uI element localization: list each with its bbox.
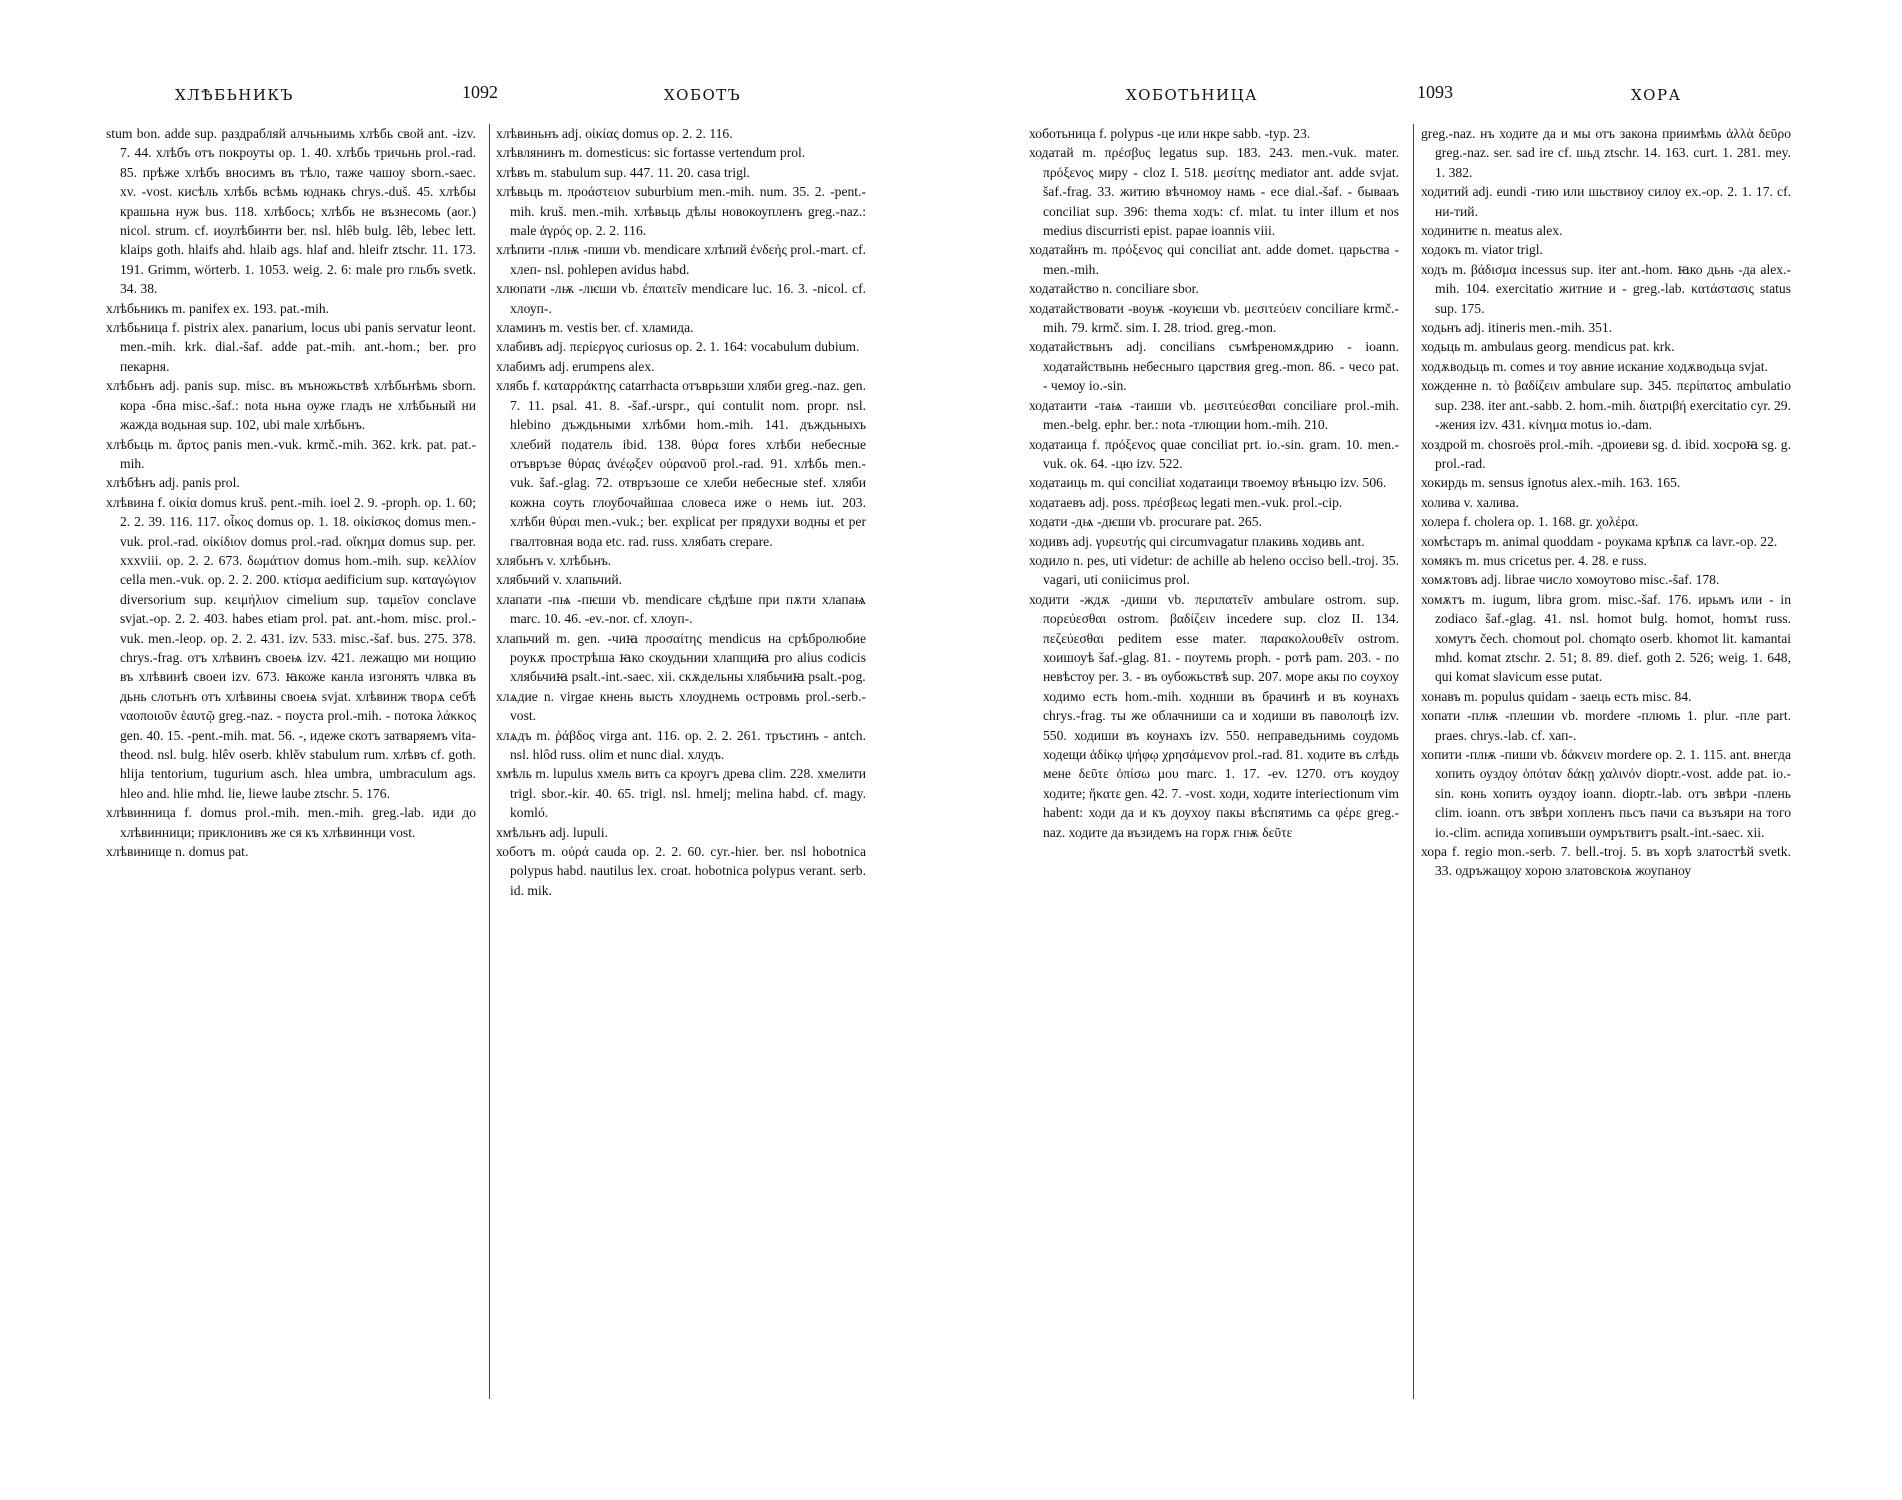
text-column-1	[1029, 124, 1399, 842]
page-header	[0, 82, 951, 116]
dictionary-entry: ходатаити -таѩ -таиши vb. μεσιτεύεσθαι conciliare prol.-mih. men.-belg. ephr. ber.: nota -тлющии hom.-mih. 210.	[1029, 397, 1399, 433]
dictionary-entry: хонавъ m. populus quidam - заець есть misc. 84.	[1421, 688, 1692, 704]
dictionary-entry: хлѣбѣнъ adj. panis prol.	[106, 475, 240, 491]
dictionary-entry: хлѣпити -плѭ -пиши vb. mendicare хлѣпий ἐνδεής prol.-mart. cf. хлеп- nsl. pohlepen avidus habd.	[496, 242, 866, 277]
page-number: 1092	[462, 82, 498, 102]
dictionary-entry: хлюпати -лѭ -лѥши vb. ἐπαιτεῖν mendicare luc. 16. 3. -nicol. cf. хлоуп-.	[496, 281, 866, 316]
dictionary-entry: хлѣбьнъ adj. panis sup. misc. въ мъножьствѣ хлѣбьнѣмь sborn. кора -бна misc.-šaf.: nota ньна оуже гладъ не хлѣбьный ни жажда водьная sup. 102, ubi male хлѣбьнъ.	[106, 378, 476, 433]
dictionary-entry: ходити -ждѫ -диши vb. περιπατεῖν ambulare ostrom. sup. πορεύεσθαι ostrom. βαδίζειν incedere sup. cloz II. 134. πεζεύεσθαι peditem esse mater. παρακολουθεῖν ostrom. хоишоуѣ šaf.-glag. 81. - поутемь proph. - ротѣ pam. 203. - по невѣстоу per. 3. - въ оубожьствѣ sup. 207. море акы по соухоу ходимо есть hom.-mih. ходнши въ брачинѣ и въ коунахъ chrys.-frag. ты же облачниши са и ходиши въ паволоцѣ izv. 550. ходиши въ коунахъ izv. 550. неправедьнимь соудомь ходещи ἀδίκῳ ψήφῳ χρησάμενον prol.-rad. 81. ходите въ слѣдь мене δεῦτε ὀπίσω μου marc. 1. 17. -ev. 1270. отъ коудоу ходите; ἥκατε gen. 42. 7. -vost. ходи, ходите interiectionum vim habent: ходи да и къ доухоу пакы вѣспятимь са φέρε greg.-naz. ходите да възидемъ на горѫ гнѭ δεῦτε	[1029, 591, 1399, 840]
dictionary-entry: хомякъ m. mus cricetus per. 4. 28. e russ.	[1421, 552, 1647, 568]
dictionary-entry: хлапьчий m. gen. -чиꙗ προσαίτης mendicus на срѣбролюбие роукѫ прострѣша ꙗко скоудьнии хлапщиꙗ pro alius codicis хлябьчиꙗ psalt.-int.-saec. xii. скѫдельны хлябьчиꙗ psalt.-pog.	[496, 630, 866, 685]
dictionary-entry: хлѣбьць m. ἄρτος panis men.-vuk. krmč.-mih. 362. krk. pat. pat.-mih.	[106, 436, 476, 471]
page-number: 1093	[1417, 82, 1453, 102]
dictionary-entry: хлѣвинище n. domus pat.	[106, 844, 249, 860]
dictionary-entry: ходило n. pes, uti videtur: de achille ab heleno occiso bell.-troj. 35. vagari, uti coniicimus prol.	[1029, 552, 1399, 588]
dictionary-entry: хлябьнъ v. хлѣбьнъ.	[496, 552, 612, 568]
dictionary-entry: ходатаиць m. qui conciliat ходатаици твоемоу вѣньцю izv. 506.	[1029, 475, 1387, 491]
dictionary-entry: хопити -плѭ -пиши vb. δάκνειν mordere op. 2. 1. 115. ant. внегда хопить оуздоу ὁπόταν δάκῃ χαλινόν dioptr.-vost. adde pat. io.-sin. конь хопить оуздоу ioann. dioptr.-lab. отъ звѣри -плень clim. ioann. отъ звѣри хопленъ пьсъ пачи са възъяри на того io.-clim. аспида хопивъши оумрътвитъ psalt.-int.-saec. xii.	[1421, 747, 1791, 840]
dictionary-entry: ходитий adj. eundi -тию или шьствиоу силоу ex.-op. 2. 1. 17. cf. ни-тий.	[1421, 184, 1791, 219]
dictionary-entry: stum bon. adde sup. раздрабляй алчьныимь хлѣбь свой ant. -izv. 7. 44. хлѣбъ отъ покроуты op. 1. 40. хлѣбь тричьнь prol.-rad. 85. прѣже хлѣбъ вносимъ въ тѣло, таже чашоу sborn.-saec. xv. -vost. кисѣль хлѣбь всѣмь юднакь chrys.-duš. 45. хлѣбы крашьна нуж bus. 118. хлѣбось; хлѣбь не възнесомь (aor.) nicol. strum. cf. иоулѣбинти ber. nsl. hlêb bulg. lêb, lebec lett. klaips goth. hlaifs ahd. hlaib ags. hlaf and. hleifr ztschr. 11. 173. 191. Grimm, wörterb. 1. 1053. weig. 2. 6: male pro гльбъ svetk. 34. 38.	[106, 126, 476, 297]
dictionary-entry: хлабимъ adj. erumpens alex.	[496, 358, 655, 374]
dictionary-entry: хлабивъ adj. περίεργος curiosus op. 2. 1. 164: vocabulum dubium.	[496, 339, 860, 355]
dictionary-entry: ходатайствовати -воуѭ -коуѥши vb. μεσιτεύειν conciliare krmč.-mih. 79. krmč. sim. I. 28. triod. greg.-mon.	[1029, 300, 1399, 336]
dictionary-entry: ходинитѥ n. meatus alex.	[1421, 223, 1563, 239]
text-column-1	[106, 124, 476, 861]
dictionary-entry: ходѫводьць m. comes и тоу авние искание ходѫводьца svjat.	[1421, 358, 1768, 374]
dictionary-entry: хлѣвьць m. προάστειον suburbium men.-mih. num. 35. 2. -pent.-mih. kruš. men.-mih. хлѣвьць дѣлы новокоупленъ greg.-naz.: male ἀγρός op. 2. 2. 116.	[496, 184, 866, 239]
dictionary-entry: greg.-naz. нъ ходите да и мы отъ закона приимѣмь ἀλλὰ δεῦρο greg.-naz. ser. sad ire cf. шьд ztschr. 14. 163. curt. 1. 281. mey. 1. 382.	[1421, 126, 1791, 180]
dictionary-entry: ходатайство n. conciliare sbor.	[1029, 281, 1199, 297]
dictionary-entry: ходатаевъ adj. poss. πρέσβεως legati men.-vuk. prol.-cip.	[1029, 494, 1343, 510]
dictionary-entry: ходатай m. πρέσβυς legatus sup. 183. 243. men.-vuk. mater. πρόξενος миру - cloz I. 518. μεσίτης mediator ant. adde svjat. šaf.-frag. 33. житию вѣчномоу намь - есе dial.-šaf. - бывааъ conciliat sup. 396: thema ходъ: cf. mlat. tu inter illum et nos medius discurristi epist. papae ioannis viii.	[1029, 145, 1399, 239]
dictionary-entry: хлѣбьница f. pistrix alex. panarium, locus ubi panis servatur leont. men.-mih. krk. dial.-šaf. adde pat.-mih. ant.-hom.; ber. pro пекарня.	[106, 320, 476, 374]
dictionary-entry: хлѣвъ m. stabulum sup. 447. 11. 20. casa trigl.	[496, 164, 751, 180]
dictionary-entry: хлапати -пѩ -пѥши vb. mendicare сѣдѣше при пѫти хлапаѩ marc. 10. 46. -ev.-nor. cf. хлоуп-.	[496, 591, 866, 627]
dictionary-entry: хлѣбьникъ m. panifex ex. 193. pat.-mih.	[106, 300, 330, 316]
dictionary-entry: ходати -дѩ -дѥши vb. procurare pat. 265.	[1029, 514, 1262, 530]
dictionary-entry: хомѫтовъ adj. librae число хомоутово misc.-šaf. 178.	[1421, 572, 1720, 588]
dictionary-entry: хопати -плѭ -плешии vb. mordere -плюмь 1. plur. -пле part. praes. chrys.-lab. cf. хап-.	[1421, 708, 1791, 743]
dictionary-entry: ходатайнъ m. πρόξενος qui conciliat ant. adde domet. царьства - men.-mih.	[1029, 242, 1399, 277]
dictionary-entry: хоботьница f. polypus -це или нкре sabb. -typ. 23.	[1029, 126, 1311, 141]
dictionary-entry: хлѣвина f. οἰκία domus kruš. pent.-mih. ioel 2. 9. -proph. op. 1. 60; 2. 2. 39. 116. 117. οἶκος domus op. 1. 18. οἰκίσκος domus men.-vuk. prol.-rad. οἰκίδιον domus prol.-rad. οἴκημα domus sup. per. xxxviii. op. 2. 2. 673. δωμάτιον domus hom.-mih. sup. κελλίον cella men.-vuk. op. 2. 2. 200. κτίσμα aedificium sup. καταγώγιον diversorium sup. κειμήλιον cimelium sup. ταμεῖον conclave svjat.-op. 2. 2. 403. habes etiam prol. pat. ant.-hom. misc. prol.-vuk. men.-leop. op. 2. 2. 431. izv. 533. misc.-šaf. bus. 275. 378. chrys.-frag. отъ хлѣвинъ своеѩ izv. 421. лежащю ми нощию въ хлѣвинѣ своеи izv. 673. ꙗкоже канла изгонять члвка въ дьнь слотьнъ отъ хлѣвины своеѩ svjat. хлѣвинж творѧ себѣ ναοποιοῦν ἑαυτῷ greg.-naz. - поуста prol.-mih. - потока λάκκος gen. 40. 15. -pent.-mih. mat. 56. -, идеже скотъ затваряемъ vita-theod. nsl. bulg. hlêv oserb. khlěv stabulum rum. хлѣвъ cf. goth. hlija tentorium, tugurium asch. hlea umbra, umbraculum ags. hleo and. hlie mhd. lie, liewe laube ztschr. 5. 176.	[106, 494, 476, 801]
right-running-head: ХОРА	[1631, 86, 1682, 104]
right-page	[951, 0, 1902, 1500]
column-divider	[489, 124, 490, 1399]
dictionary-entry: ходьнъ adj. itineris men.-mih. 351.	[1421, 320, 1613, 336]
dictionary-entry: хоботъ m. οὐρά cauda op. 2. 2. 60. cyr.-hier. ber. nsl hobotnica polypus habd. nautilus lex. croat. hobotnica polypus verant. serb. id. mik.	[496, 844, 866, 898]
dictionary-entry: хлябь f. καταρράκτης catarrhacta отъврьзши хляби greg.-naz. gen. 7. 11. psal. 41. 8. -šaf.-urspr., qui contulit nom. propr. nsl. hlebino дъждьными хлѣбми hom.-mih. 141. дъждьныхъ хлебий податель ibid. 138. θύρα fores хлѣби небесные отъвръзе θύρας ἀνέῳξεν οὐρανοῦ prol.-rad. 91. хлѣбь men.-vuk. šaf.-glag. 72. отвръзоше се хлеби небесные stef. хляби кожна соуть глоубочайшаа словеса иже о немь iut. 203. хлѣби θύραι men.-vuk.; ber. explicat per прядухи водны et per гвалтовная вода etc. rad. russ. хлябать crepare.	[496, 378, 866, 549]
page-header	[951, 82, 1902, 116]
dictionary-entry: хомѣстаръ m. animal quoddam - роукама крѣпѫ са lavr.-op. 22.	[1421, 533, 1778, 549]
dictionary-entry: хлѧдъ m. ῥάβδος virga ant. 116. op. 2. 2. 261. тръстинъ - antch. nsl. hlôd russ. olim et nunc dial. хлудъ.	[496, 727, 866, 762]
dictionary-entry: хмѣль m. lupulus хмель вить са кроугъ древа clim. 228. хмелити trigl. sbor.-kir. 40. 65. trigl. nsl. hmelj; melina habd. cf. magy. komló.	[496, 766, 866, 821]
dictionary-entry: ходъ m. βάδισμα incessus sup. iter ant.-hom. ꙗко дьнь -да alex.-mih. 104. exercitatio житние и - greg.-lab. κατάστασις status sup. 175.	[1421, 261, 1791, 316]
dictionary-entry: хлѣвиньнъ adj. οἰκίας domus op. 2. 2. 116.	[496, 126, 733, 141]
dictionary-entry: холива v. халива.	[1421, 494, 1519, 510]
text-column-2	[496, 124, 866, 900]
dictionary-entry: хлѧдие n. virgae кнень высть хлоуднемь островмь prol.-serb.-vost.	[496, 688, 866, 724]
dictionary-entry: ходатайствьнъ adj. concilians съмѣреномѫдрию - ioann. ходатайствынь небесныго царствия greg.-mon. 86. - чесо pat. - чемоу io.-sin.	[1029, 339, 1399, 394]
dictionary-entry: хожденне n. τὸ βαδίζειν ambulare sup. 345. περίπατος ambulatio sup. 238. iter ant.-sabb. 2. hom.-mih. διατριβή exercitatio cyr. 29. -жения izv. 431. κίνημα motus io.-dam.	[1421, 378, 1791, 433]
left-running-head: ХОБОТЬНИЦА	[1126, 86, 1259, 104]
dictionary-entry: хокирдь m. sensus ignotus alex.-mih. 163. 165.	[1421, 475, 1681, 491]
dictionary-entry: хора f. regio mon.-serb. 7. bell.-troj. 5. въ хорѣ златостѣй svetk. 33. одръжащоу хорою златовскоѩ жоупаноу	[1421, 844, 1791, 879]
dictionary-entry: ходьць m. ambulaus georg. mendicus pat. krk.	[1421, 339, 1675, 355]
dictionary-entry: холера f. cholera op. 1. 168. gr. χολέρα.	[1421, 514, 1639, 530]
dictionary-entry: хлѣвинница f. domus prol.-mih. men.-mih. greg.-lab. иди до хлѣвинници; приклонивъ же ся къ хлѣвиннци vost.	[106, 805, 476, 840]
dictionary-entry: хлѣвлянинъ m. domesticus: sic fortasse vertendum prol.	[496, 145, 806, 161]
dictionary-entry: ходивъ adj. γυρευτής qui circumvagatur плакивь ходивь ant.	[1029, 533, 1365, 549]
right-running-head: ХОБОТЪ	[664, 86, 742, 104]
dictionary-entry: хомѫтъ m. iugum, libra grom. misc.-šaf. 176. ирьмъ или - in zodiaco šaf.-glag. 41. nsl. homot bulg. homot, homъt russ. хомутъ čech. chomout pol. chomąto oserb. khomot lit. kamantai mhd. komat ztschr. 2. 51; 8. 89. dief. goth 2. 526; weig. 1. 648, qui komat slavicum esse putat.	[1421, 591, 1791, 685]
dictionary-entry: ходатаица f. πρόξενος quae conciliat prt. io.-sin. gram. 10. men.-vuk. ok. 64. -цю izv. 522.	[1029, 436, 1399, 471]
text-column-2	[1421, 124, 1791, 881]
dictionary-entry: ходокъ m. viator trigl.	[1421, 242, 1543, 258]
dictionary-entry: хлябьчий v. хлапьчий.	[496, 572, 623, 588]
dictionary-entry: хоздрой m. chosroës prol.-mih. -дроиеви sg. d. ibid. хосроꙗ sg. g. prol.-rad.	[1421, 436, 1791, 471]
left-running-head: ХЛѢБЬНИКЪ	[175, 86, 294, 104]
dictionary-entry: хламинъ m. vestis ber. cf. хламида.	[496, 320, 694, 336]
column-divider	[1413, 124, 1414, 1399]
dictionary-entry: хмѣльнъ adj. lupuli.	[496, 824, 608, 840]
